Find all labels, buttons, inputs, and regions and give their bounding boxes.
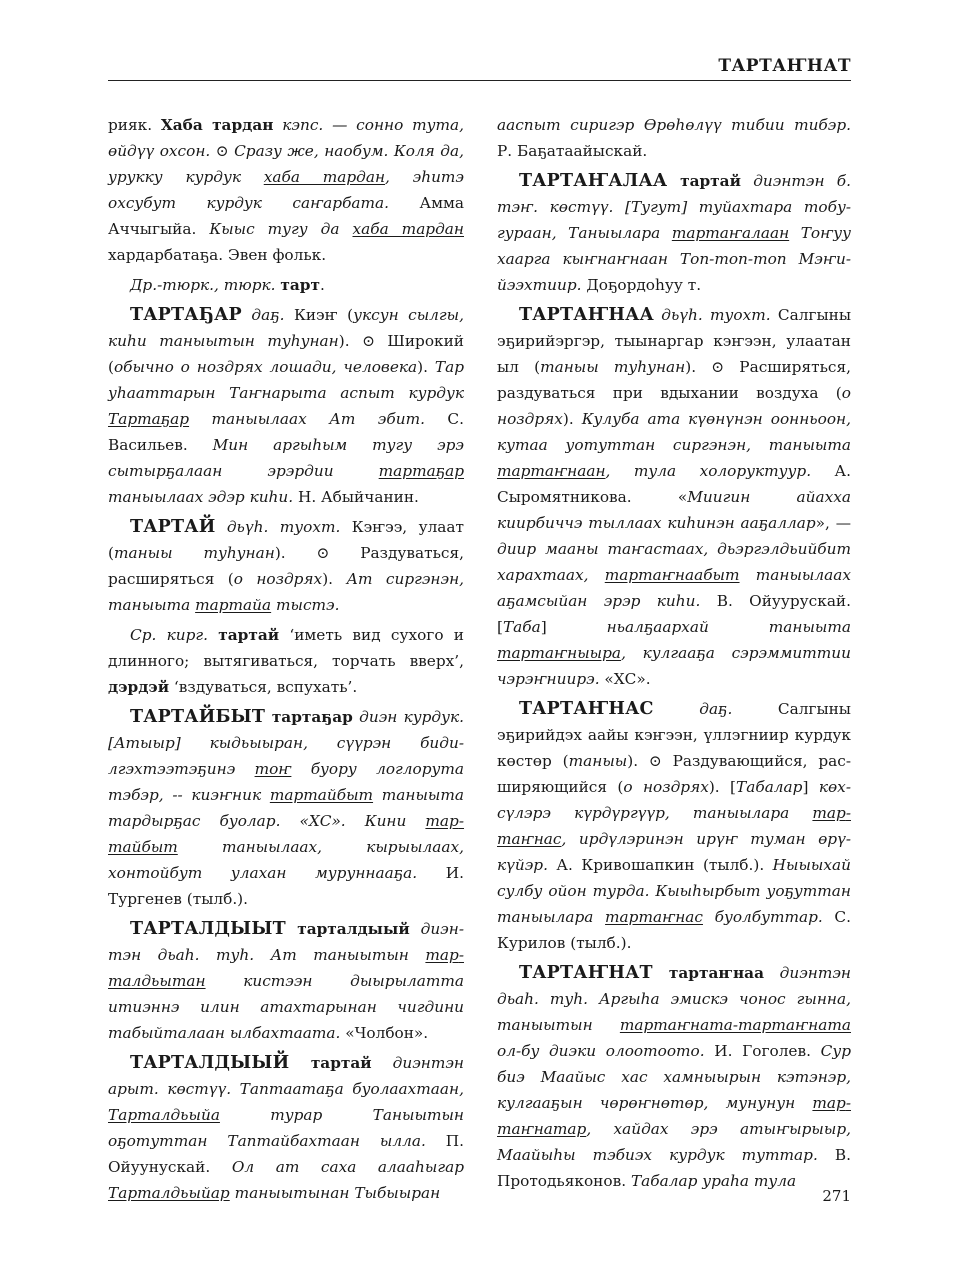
text: обычно о ноздрях лошади, человека xyxy=(113,358,418,376)
entry-tartangnaa xyxy=(497,302,851,692)
pos: дьүһ. туохт. xyxy=(653,306,771,324)
source: Р. Баҕатаайыскай. xyxy=(497,142,648,160)
entry-tartai xyxy=(108,514,464,618)
underlined-form: тоҥ xyxy=(254,760,292,778)
example: ] кыдьыыран, сүүрэн бидилгэхтээтэҕинэ xyxy=(108,734,464,778)
example: Ол ат саха алааһыгар xyxy=(231,1158,464,1176)
underlined-form: тартаҥнас xyxy=(497,804,851,848)
example: Тоҥуу хаарга кыҥнаҥнаан Топ-топ-топ Мэҥийээхтиир. xyxy=(497,224,851,294)
example: диир мааны таҥастаах, дьэргэлдьийбит харахтаах, xyxy=(497,540,851,584)
example: Мин аргыһым тугу эрэ сытырҕалаан эрэрдии xyxy=(108,436,464,480)
text: ). ⊙ Раздуваться, расширяться ( xyxy=(108,544,465,588)
text: Таба xyxy=(502,618,541,636)
running-header xyxy=(108,52,851,81)
underlined-form: хаба тардан xyxy=(352,220,464,238)
root: тартай xyxy=(218,626,280,644)
underlined-form: тартаҥалаан xyxy=(671,224,790,242)
reference: тартай xyxy=(667,172,741,190)
example: ] туйахтара тобугураан, Таныылара xyxy=(497,198,851,242)
example: турар Таныытын оҕотуттан Таптайбахтаан ылла. xyxy=(108,1106,464,1150)
text: рияк. xyxy=(108,116,161,134)
example: Кини xyxy=(364,812,426,830)
text: . xyxy=(319,276,325,294)
text: диэнтэн дьаһ. туһ. Аргыһа эмискэ чонос гынна, таныытын xyxy=(497,964,852,1034)
example: Ат сиргэнэн, таныыта xyxy=(108,570,465,614)
entry-tartangnat xyxy=(497,960,851,1194)
source: А. Кривошапкин (тылб.). xyxy=(547,856,773,874)
example: тыстэ. xyxy=(271,596,340,614)
headword: ТАРТАҤНАС xyxy=(519,699,654,719)
root: тарт xyxy=(280,276,320,294)
example: Тар уһааттарын Таҥнарыта аспыт курдук xyxy=(108,358,464,402)
text: Салгыны эҕирийэргэр, тыынаргар кэҥээн, улаатан ыл ( xyxy=(497,306,851,376)
page-number: 271 xyxy=(822,1187,851,1205)
entry-tartangnas xyxy=(497,696,851,956)
underlined-form: тартаҥнаабыт xyxy=(604,566,740,584)
text: ). ⊙ Широкий ( xyxy=(108,332,464,376)
headword: ТАРТАЙ xyxy=(130,517,216,537)
example: , тула холоруктуур. xyxy=(605,462,812,480)
text: о ноздрях xyxy=(497,384,851,428)
headword: ТАРТАЛДЫЫЙ xyxy=(130,1053,290,1073)
text: Киэҥ ( xyxy=(284,306,354,324)
text: ). xyxy=(417,358,435,376)
reference: тартаҥнаа xyxy=(652,964,765,982)
source: Амма Аччыгыйа. xyxy=(108,194,464,238)
text: Тугут xyxy=(631,198,682,216)
underlined-form: тартаҥныыра xyxy=(497,644,622,662)
text: ). xyxy=(562,410,582,428)
source: В. Протодьяконов. xyxy=(497,1146,852,1190)
source: И. Гоголев. xyxy=(704,1042,821,1060)
entry-tartagar xyxy=(108,302,464,510)
reference: тартай xyxy=(289,1054,372,1072)
text: ). xyxy=(322,570,347,588)
text: ‘иметь вид сухого и длинного; вытягиваться, торчать вверх’, xyxy=(108,626,464,670)
underlined-form: Тартаҕар xyxy=(108,410,190,428)
source: «Чолбон». xyxy=(340,1024,429,1042)
text: Кэҥээ, улаат ( xyxy=(108,518,464,562)
pos: дьүһ. туохт. xyxy=(215,518,341,536)
text: о ноздрях xyxy=(233,570,323,588)
underlined-form: тартайбыт xyxy=(269,786,374,804)
example: буору логлорута тэбэр, -- киэҥник xyxy=(108,760,464,804)
example: таныыта тардырҕас буолар. «ХС». xyxy=(108,786,465,830)
source: С. Курилов (тылб.). xyxy=(497,908,851,952)
text: диэнтэн б. тэҥ. көстүү. [ xyxy=(497,172,852,216)
right-column xyxy=(497,112,851,1198)
example: таныытынан Тыбыыран xyxy=(229,1184,441,1202)
text: кэпс. — сонно тута, өйдүү охсон. ⊙ Сразу же, наобум. xyxy=(108,116,464,160)
headword: ТАРТАҔАР xyxy=(130,305,242,325)
underlined-form: Тарталдьыйар xyxy=(108,1184,230,1202)
source: Н. Абыйчанин. xyxy=(293,488,419,506)
source: Доҕордоһуу т. xyxy=(581,276,702,294)
example: көхсүлэрэ күрдүргүүр, таныылара xyxy=(497,778,851,822)
example: хардарбатаҕа. xyxy=(108,246,224,264)
pos: даҕ. xyxy=(241,306,285,324)
source: «ХС». xyxy=(599,670,651,688)
underlined-form: тартайа xyxy=(195,596,272,614)
entry-tartaibyt xyxy=(108,704,464,912)
text: ). ⊙ Раздувающийся, расширяющийся ( xyxy=(497,752,851,796)
phrase: Хаба тардан xyxy=(160,116,274,134)
headword: ТАРТАЛДЫЫТ xyxy=(130,919,286,939)
entry-tartangalaa xyxy=(497,168,851,298)
underlined-form: тартаҥната-тартаҥната xyxy=(619,1016,851,1034)
source: И. Тургенев (тылб.). xyxy=(108,864,464,908)
text: ). [ xyxy=(708,778,737,796)
example: ньалҕаархай таныыта xyxy=(606,618,851,636)
example: Ныыыхай сулбу ойон турда. Кыыһырбыт уоҕуттан таныылара xyxy=(497,856,851,926)
reference: тарталдыый xyxy=(285,920,410,938)
example: Сур биэ Маайыс хас хамныырын кэтэнэр, кулгааҕын чөрөҥнөтөр, мунунун xyxy=(497,1042,851,1112)
example: таныылаах эдэр киһи. xyxy=(108,488,294,506)
entry-continuation xyxy=(497,112,851,164)
example: , эһитэ охсубут курдук саҥарбата. xyxy=(108,168,464,212)
underlined-form: Тарталдьыйа xyxy=(108,1106,220,1124)
text: ] xyxy=(802,778,819,796)
text: ] xyxy=(540,618,607,636)
example: Миигин айахха киирбиччэ тыллаах киһинэн ааҕаллар xyxy=(497,488,852,532)
example: , хайдах эрэ атыҥырыыр, Маайыһы тэбиэх курдук туттар. xyxy=(497,1120,851,1164)
underlined-form: тартайбыт xyxy=(108,812,465,856)
example: Кыыс тугу да xyxy=(209,220,353,238)
text: ). ⊙ Расширяться, раздуваться при вдыхании воздуха ( xyxy=(497,358,851,402)
entry-continuation xyxy=(108,112,464,268)
underlined-form: хаба тардан xyxy=(263,168,386,186)
text: Табалар xyxy=(736,778,803,796)
headword: ТАРТАЙБЫТ xyxy=(130,707,266,727)
example: буолбуттар. xyxy=(702,908,823,926)
text: Атыыр xyxy=(113,734,175,752)
text: таныы туһунан xyxy=(540,358,686,376)
etymology xyxy=(108,272,464,298)
source: А. Сыромятникова. « xyxy=(497,462,851,506)
text: таныы туһунан xyxy=(113,544,275,562)
headword: ТАРТАҤНАТ xyxy=(519,963,653,983)
text: Ср. кирг. xyxy=(130,626,219,644)
text: диэн курдук. [ xyxy=(108,708,464,752)
text: Др.-тюрк., тюрк. xyxy=(130,276,281,294)
example: ол-бу диэки олоотоото. xyxy=(497,1042,705,1060)
running-header-title: ТАРТАҤНАТ xyxy=(718,56,851,76)
text: ‘вздуваться, вспухать’. xyxy=(169,678,358,696)
underlined-form: тартаҕар xyxy=(378,462,464,480)
text: диэнтэн дьаһ. туһ. Ат таныытын xyxy=(108,920,464,964)
underlined-form: тартаҥнаан xyxy=(497,462,606,480)
example: , ирдүлэринэн ирүҥ туман өрүкүйэр. xyxy=(497,830,851,874)
example: Кулуба ата күөнүнэн оонньоон, кутаа уотуттан сиргэнэн, таныыта xyxy=(497,410,851,454)
example: , кулгааҕа сэрэммиттии чэрэҥниирэ. xyxy=(497,644,851,688)
underlined-form: тартаҥнас xyxy=(605,908,703,926)
source: П. Ойуунускай. xyxy=(108,1132,464,1176)
source: С. Васильев. xyxy=(108,410,464,454)
example: таныылаах, кырыылаах, хонтойбут улахан муруннааҕа. xyxy=(108,838,464,882)
example: таныылаах аҕамсыйан эрэр киһи. xyxy=(497,566,851,610)
text: диэнтэн арыт. көстүү. Таптаатаҕа буолаахтаан, xyxy=(108,1054,464,1098)
headword: ТАРТАҤНАА xyxy=(519,305,654,325)
entry-tartaldyyt xyxy=(108,916,464,1046)
example: кистээн дыырылатта итиэннэ илин атахтарынан чигдини табыйталаан ылбахтаата. xyxy=(108,972,464,1042)
example: Коля да, урукку курдук xyxy=(108,142,464,186)
text: таныы xyxy=(568,752,628,770)
root: дэрдэй xyxy=(108,678,170,696)
source: Эвен фольк. xyxy=(223,246,327,264)
text: о ноздрях xyxy=(623,778,709,796)
example: таныылаах Ат эбит. xyxy=(189,410,425,428)
text: », — xyxy=(815,514,851,532)
pos: даҕ. xyxy=(653,700,733,718)
example: ааспыт сиригэр Өрөһөлүү тибии тибэр. xyxy=(497,116,851,134)
underlined-form: тарталдьытан xyxy=(108,946,464,990)
reference: тартаҕар xyxy=(265,708,353,726)
source: В. Ойуурускай. [ xyxy=(497,592,851,636)
etymology xyxy=(108,622,464,700)
text: Салгыны эҕирийдэх аайы кэҥээн, үллэгниир курдук көстөр ( xyxy=(497,700,851,770)
example: Табалар ураһа тула xyxy=(630,1172,797,1190)
text: уксун сылгы, киһи таныытын туһунан xyxy=(108,306,464,350)
underlined-form: тартаҥнатар xyxy=(497,1094,851,1138)
left-column xyxy=(108,112,464,1210)
entry-tartaldyyi xyxy=(108,1050,464,1206)
headword: ТАРТАҤАЛАА xyxy=(519,171,668,191)
